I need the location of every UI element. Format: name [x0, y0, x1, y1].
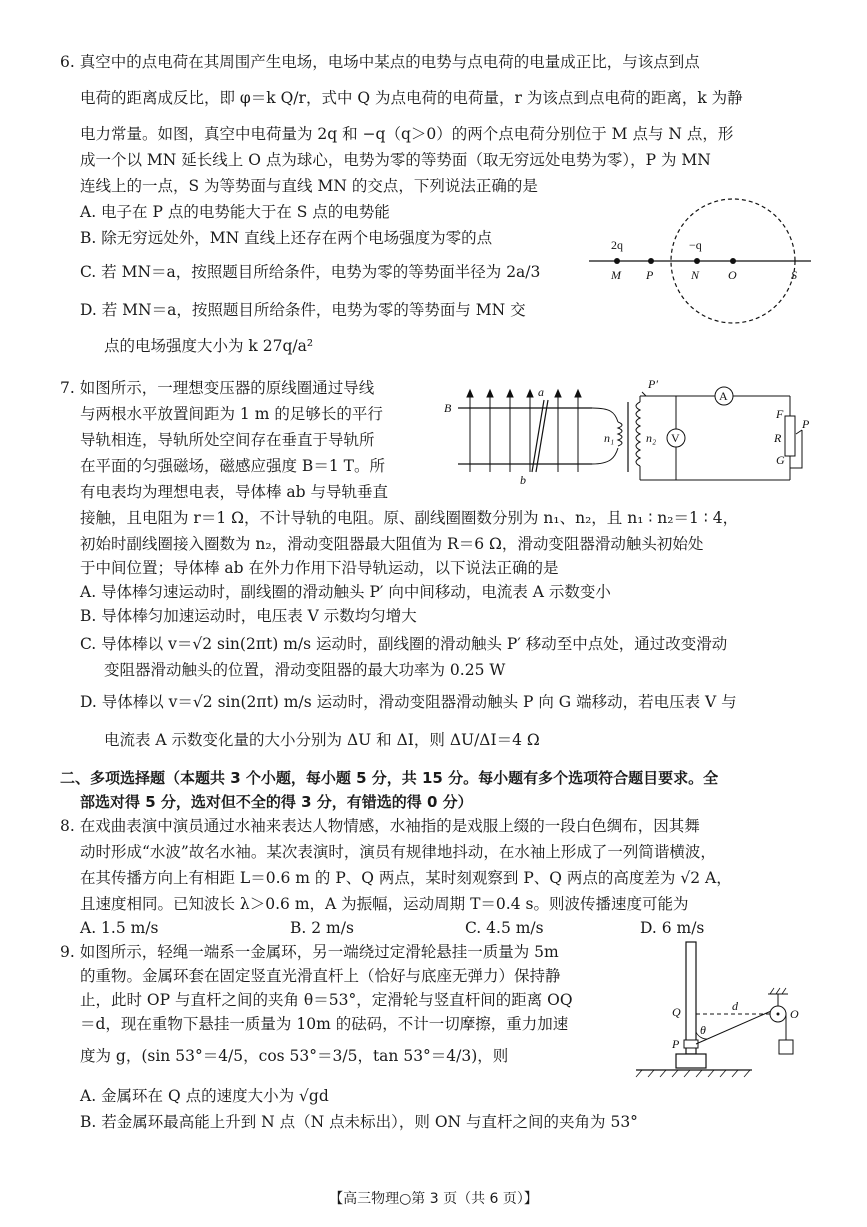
q7-line-5: 有电表均为理想电表，导体棒 ab 与导轨垂直: [80, 483, 389, 501]
q6-line-1: 6. 真空中的点电荷在其周围产生电场，电场中某点的电势与点电荷的电量成正比，与该点到点: [60, 53, 700, 71]
q8-line-1: 8. 在戏曲表演中演员通过水袖来表达人物情感，水袖指的是戏服上缀的一段白色绸布，因其舞: [60, 817, 700, 835]
q6-label-s: S: [791, 268, 797, 282]
q7-label-p-prime: P′: [648, 377, 658, 391]
q7-line-1: 7. 如图所示，一理想变压器的原线圈通过导线: [60, 379, 375, 397]
q7-label-n2: n₂: [646, 431, 657, 445]
q7-line-7: 初始时副线圈接入圈数为 n₂，滑动变阻器最大阻值为 R＝6 Ω，滑动变阻器滑动触头初始处: [80, 535, 704, 553]
q9-label-p: P: [672, 1037, 680, 1051]
q7-label-r: R: [774, 431, 782, 445]
q6-option-b: B. 除无穷远处外，MN 直线上还存在两个电场强度为零的点: [80, 229, 493, 247]
q7-option-c: C. 导体棒以 v＝√2 sin(2πt) m/s 运动时，副线圈的滑动触头 P′ 移动至中点处，通过改变滑动: [80, 635, 728, 653]
q6-label-2q: 2q: [611, 238, 623, 252]
q7-label-b-field: B: [444, 401, 452, 415]
q6-line-2: 电荷的距离成反比，即 φ＝k Q/r，式中 Q 为点电荷的电荷量，r 为该点到点电荷的距离，k 为静: [80, 89, 743, 107]
q7-ammeter-label: A: [719, 389, 728, 403]
q8-option-d: D. 6 m/s: [640, 919, 705, 937]
q8-line-3: 在其传播方向上有相距 L＝0.6 m 的 P、Q 两点，某时刻观察到 P、Q 两点的高度差为 √2 A，: [80, 869, 732, 887]
q7-figure: [440, 372, 812, 507]
section-2-line-1: 二、多项选择题（本题共 3 个小题，每小题 5 分，共 15 分。每小题有多个选项符合题目要求。全: [60, 769, 719, 787]
q7-option-d-cont: 电流表 A 示数变化量的大小分别为 ΔU 和 ΔI，则 ΔU/ΔI＝4 Ω: [104, 731, 540, 749]
q7-option-a: A. 导体棒匀速运动时，副线圈的滑动触头 P′ 向中间移动，电流表 A 示数变小: [80, 583, 611, 601]
q7-label-n1: n₁: [604, 431, 615, 445]
q9-label-o: O: [790, 1007, 799, 1021]
q6-option-d: D. 若 MN＝a，按照题目所给条件，电势为零的等势面与 MN 交: [80, 301, 526, 319]
q7-line-6: 接触，且电阻为 r＝1 Ω，不计导轨的电阻。原、副线圈圈数分别为 n₁、n₂，且 n₁ ∶ n₂＝1 ∶ 4，: [80, 509, 739, 527]
q9-label-q: Q: [672, 1005, 681, 1019]
page-footer: 【高三物理○第 3 页（共 6 页）】: [329, 1191, 538, 1207]
q7-label-p: P: [802, 417, 810, 431]
q9-option-a: A. 金属环在 Q 点的速度大小为 √gd: [80, 1087, 329, 1105]
q7-line-8: 于中间位置；导体棒 ab 在外力作用下沿导轨运动，以下说法正确的是: [80, 559, 559, 577]
q7-label-g: G: [776, 453, 785, 467]
q7-line-3: 导轨相连，导轨所处空间存在垂直于导轨所: [80, 431, 375, 449]
q6-option-d-cont: 点的电场强度大小为 k 27q/a²: [104, 337, 314, 355]
q7-voltmeter-label: V: [671, 431, 680, 445]
q9-line-2: 的重物。金属环套在固定竖直光滑直杆上（恰好与底座无弹力）保持静: [80, 967, 561, 985]
q6-figure: [585, 196, 815, 330]
section-2-line-2: 部选对得 5 分，选对但不全的得 3 分，有错选的得 0 分）: [80, 793, 473, 811]
q9-label-d: d: [732, 999, 738, 1013]
q7-label-b: b: [520, 473, 526, 487]
q7-option-b: B. 导体棒匀加速运动时，电压表 V 示数均匀增大: [80, 607, 417, 625]
q8-line-4: 且速度相同。已知波长 λ＞0.6 m，A 为振幅，运动周期 T＝0.4 s。则波传播速度可能为: [80, 895, 689, 913]
q7-line-4: 在平面的匀强磁场，磁感应强度 B＝1 T。所: [80, 457, 385, 475]
q8-option-b: B. 2 m/s: [290, 919, 354, 937]
q6-option-c: C. 若 MN＝a，按照题目所给条件，电势为零的等势面半径为 2a/3: [80, 263, 541, 281]
q6-label-neg-q: −q: [689, 238, 702, 252]
q6-option-a: A. 电子在 P 点的电势能大于在 S 点的电势能: [80, 203, 390, 221]
q6-line-4: 成一个以 MN 延长线上 O 点为球心，电势为零的等势面（取无穷远处电势为零），P 为 MN: [80, 151, 711, 169]
q9-figure: [632, 936, 828, 1084]
q7-line-2: 与两根水平放置间距为 1 m 的足够长的平行: [80, 405, 383, 423]
q8-option-c: C. 4.5 m/s: [465, 919, 544, 937]
q8-option-a: A. 1.5 m/s: [80, 919, 159, 937]
q9-option-b: B. 若金属环最高能上升到 N 点（N 点未标出），则 ON 与直杆之间的夹角为 53°: [80, 1113, 638, 1131]
q9-line-5: 度为 g，(sin 53°＝4/5，cos 53°＝3/5，tan 53°＝4/3)，则: [80, 1047, 509, 1065]
q6-label-m: M: [611, 268, 621, 282]
q9-label-theta: θ: [700, 1023, 706, 1037]
q7-label-f: F: [776, 407, 784, 421]
q7-option-d: D. 导体棒以 v＝√2 sin(2πt) m/s 运动时，滑动变阻器滑动触头 P 向 G 端移动，若电压表 V 与: [80, 693, 737, 711]
q6-label-n: N: [691, 268, 700, 282]
q9-line-4: ＝d，现在重物下悬挂一质量为 10m 的砝码，不计一切摩擦，重力加速: [80, 1015, 569, 1033]
q6-line-5: 连线上的一点，S 为等势面与直线 MN 的交点，下列说法正确的是: [80, 177, 538, 195]
q6-label-o: O: [728, 268, 737, 282]
q9-line-3: 止，此时 OP 与直杆之间的夹角 θ＝53°，定滑轮与竖直杆间的距离 OQ: [80, 991, 573, 1009]
q6-line-3: 电力常量。如图，真空中电荷量为 2q 和 −q（q＞0）的两个点电荷分别位于 M 点与 N 点，形: [80, 125, 734, 143]
q8-line-2: 动时形成“水波”故名水袖。某次表演时，演员有规律地抖动，在水袖上形成了一列简谐横波，: [80, 843, 716, 861]
q6-label-p: P: [646, 268, 654, 282]
q9-line-1: 9. 如图所示，轻绳一端系一金属环，另一端绕过定滑轮悬挂一质量为 5m: [60, 943, 559, 961]
q7-label-a: a: [538, 385, 544, 399]
q7-option-c-cont: 变阻器滑动触头的位置，滑动变阻器的最大功率为 0.25 W: [104, 661, 506, 679]
